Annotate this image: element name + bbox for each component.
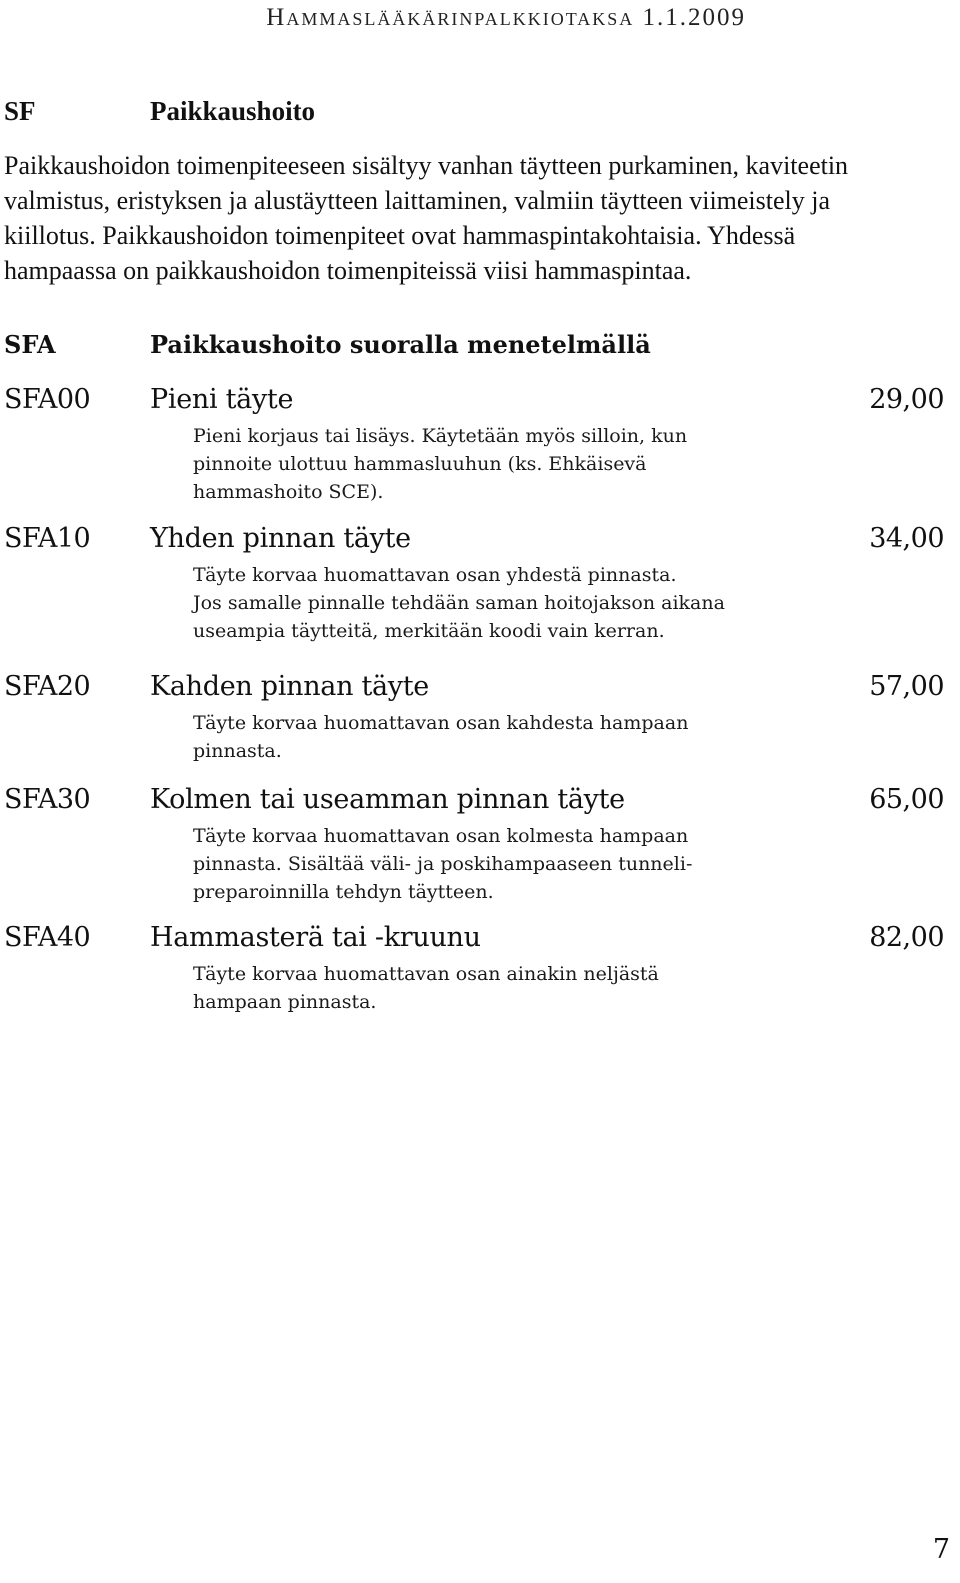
item-description: [193, 709, 753, 765]
item-code: SFA20: [4, 671, 91, 702]
item-description: [193, 822, 753, 906]
item-title: Kahden pinnan täyte: [150, 671, 429, 702]
section-code: SF: [4, 96, 36, 126]
item-price: 34,00: [869, 523, 944, 554]
item-code: SFA10: [4, 523, 91, 554]
description-paragraph: Täyte korvaa huomattavan osan yhdestä pinnasta.: [193, 564, 677, 586]
item-code: SFA40: [4, 922, 91, 953]
subsection-title: Paikkaushoito suoralla menetelmällä: [150, 330, 651, 359]
item-title: Kolmen tai useamman pinnan täyte: [150, 784, 625, 815]
item-code: SFA00: [4, 384, 91, 415]
item-price: 65,00: [869, 784, 944, 815]
item-description: [193, 561, 753, 645]
item-title: Yhden pinnan täyte: [150, 523, 411, 554]
item-title: Pieni täyte: [150, 384, 294, 415]
item-price: 57,00: [869, 671, 944, 702]
item-description: [193, 422, 753, 506]
description-paragraph: Pieni korjaus tai lisäys. Käytetään myös silloin, kun pinnoite ulottuu hammasluuhun (ks. Ehkäisevä hammashoito SCE).: [193, 425, 688, 503]
description-paragraph: Jos samalle pinnalle tehdään saman hoitojakson aikana useampia täytteitä, merkitään koodi vain kerran.: [193, 592, 725, 642]
running-header: Hammaslääkärinpalkkiotaksa 1.1.2009: [266, 4, 746, 31]
page-number: 7: [932, 1534, 950, 1565]
item-code: SFA30: [4, 784, 91, 815]
description-paragraph: Täyte korvaa huomattavan osan ainakin neljästä hampaan pinnasta.: [193, 963, 659, 1013]
section-title: Paikkaushoito: [150, 96, 316, 126]
subsection-code: SFA: [4, 330, 56, 359]
item-price: 82,00: [869, 922, 944, 953]
section-intro: Paikkaushoidon toimenpiteeseen sisältyy vanhan täytteen purkaminen, kaviteetin valmistus, eristyksen ja alustäytteen laittaminen, valmiin täytteen viimeistely ja kiillotus. Paikkaushoidon toimenpiteet ovat hammaspintakohtaisia. Yhdessä hampaassa on paikkaushoidon toimenpiteissä viisi hammaspintaa.: [4, 151, 849, 285]
description-paragraph: Täyte korvaa huomattavan osan kahdesta hampaan pinnasta.: [193, 712, 689, 762]
description-paragraph: Täyte korvaa huomattavan osan kolmesta hampaan pinnasta. Sisältää väli- ja poskihampaaseen tunneli-preparoinnilla tehdyn täytteen.: [193, 825, 693, 903]
item-price: 29,00: [869, 384, 944, 415]
item-title: Hammasterä tai -kruunu: [150, 922, 481, 953]
item-description: [193, 960, 753, 1016]
